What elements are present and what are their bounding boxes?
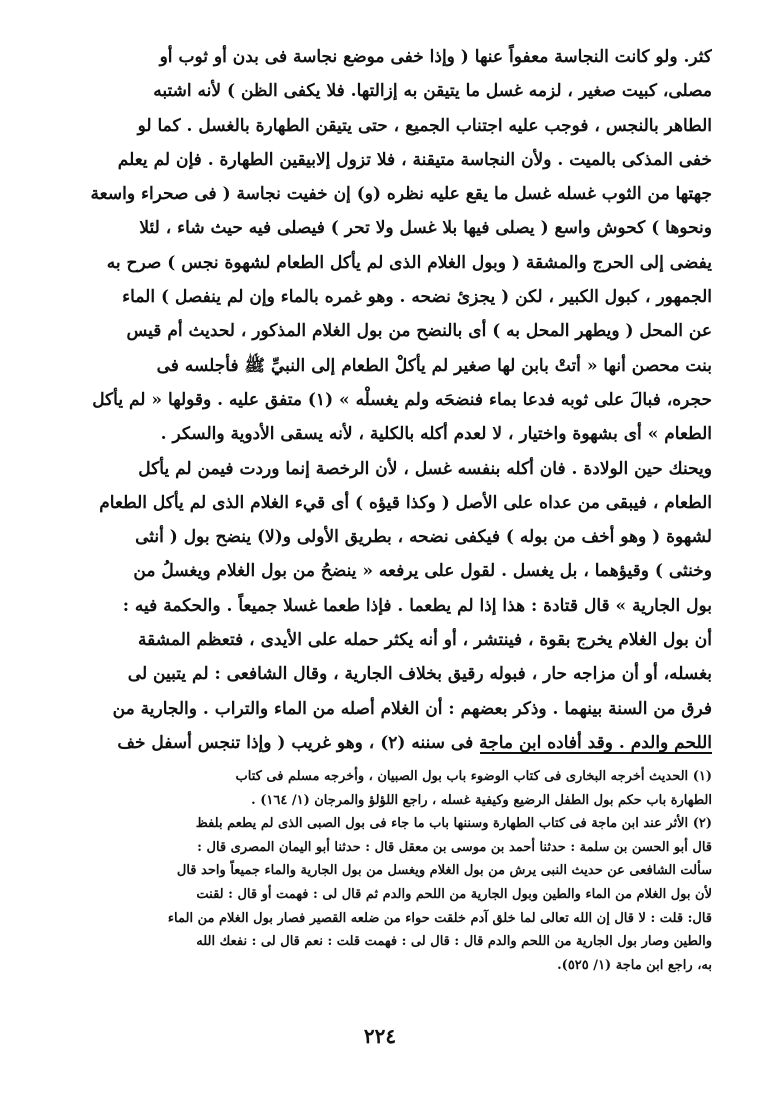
body-line: خفى المذكى بالميت . ولأن النجاسة متيقنة ، فلا تزول إلابيقين الطهارة . فإن لم يعلم	[117, 149, 712, 170]
footnote-line: لأن بول الغلام من الماء والطين وبول الجارية من اللحم والدم ثم قال لى : فهمت أو قال : لقنت	[196, 886, 712, 902]
main-body-text	[52, 40, 712, 760]
footnote-line: والطين وصار بول الجارية من اللحم والدم قال : قال لى : فهمت قلت : نعم قال لى : نفعك الله	[196, 934, 712, 950]
body-line: فرق من السنة بينهما . وذكر بعضهم : أن الغلام أصله من الماء والتراب . والجارية من	[112, 698, 712, 719]
body-line: كثر. ولو كانت النجاسة معفواً عنها ( وإذا خفى موضع نجاسة فى بدن أو ثوب أو	[159, 47, 712, 67]
body-line: عن المحل ( ويطهر المحل به ) أى بالنضح من بول الغلام المذكور ، لحديث أم قيس	[126, 321, 712, 342]
body-line: ونحوها ) كحوش واسع ( يصلى فيها بلا غسل ولا تحر ) فيصلى فيه حيث شاء ، لئلا	[139, 218, 712, 239]
body-line: وخنثى ) وقيؤهما ، بل يغسل . لقول على يرفعه « ينضحُ من بول الغلام ويغسلُ من	[133, 561, 712, 582]
footnote-separator	[480, 752, 712, 754]
body-line: مصلى، كبيت صغير ، لزمه غسل ما يتيقن به إزالتها. فلا يكفى الظن ) لأنه اشتبه	[153, 81, 712, 102]
footnote-line: به، راجع ابن ماجة (١/ ٥٢٥).	[557, 957, 712, 973]
footnote-line: (٢) الأثر عند ابن ماجة فى كتاب الطهارة وسننها باب ما جاء فى بول الصبى الذى لم يطعم بلفظ	[195, 816, 712, 832]
body-line: اللحم والدم . وقد أفاده ابن ماجة فى سننه (٢) ، وهو غريب ( وإذا تنجس أسفل خف	[117, 732, 712, 753]
body-line: بنت محصن أنها « أتتْ بابن لها صغير لم يأكلْ الطعام إلى النبيِّ ﷺ فأجلسه فى	[156, 355, 712, 376]
footnote-line: قال أبو الحسن بن سلمة : حدثنا أحمد بن موسى بن معقل قال : حدثنا أبو اليمان المصرى قال :	[197, 839, 712, 855]
body-line: بول الجارية » قال قتادة : هذا إذا لم يطعما . فإذا طعما غسلا جميعاً . والحكمة فيه :	[122, 595, 712, 616]
body-line: الطعام ، فيبقى من عداه على الأصل ( وكذا قيؤه ) أى قيء الغلام الذى لم يأكل الطعام	[99, 492, 712, 513]
body-line: الطعام » أى بشهوة واختيار ، لا لعدم أكله بالكلية ، لأنه يسقى الأدوية والسكر .	[160, 424, 712, 445]
page-number: ٢٢٤	[363, 1024, 397, 1048]
footnotes	[54, 765, 712, 977]
footnote-line: (١) الحديث أخرجه البخارى فى كتاب الوضوء باب بول الصبيان ، وأخرجه مسلم فى كتاب	[235, 769, 712, 784]
body-line: ويحنك حين الولادة . فان أكله بنفسه غسل ، لأن الرخصة إنما وردت فيمن لم يأكل	[138, 458, 712, 479]
body-line: الجمهور ، كبول الكبير ، لكن ( يجزئ نضحه . وهو غمره بالماء وإن لم ينفصل ) الماء	[122, 287, 712, 308]
body-line: حجره، فبالَ على ثوبه فدعا بماء فنضحَه ولم يغسلْه » (١) متفق عليه . وقولها « لم يأكل	[92, 389, 712, 410]
footnote-line: الطهارة باب حكم بول الطفل الرضيع وكيفية غسله ، راجع اللؤلؤ والمرجان (١/ ١٦٤) .	[251, 792, 712, 808]
body-line: أن بول الغلام يخرج بقوة ، فينتشر ، أو أنه يكثر حمله على الأيدى ، فتعظم المشقة	[138, 630, 712, 651]
footnote-line: سألت الشافعى عن حديث النبى يرش من بول الغلام ويغسل من بول الجارية والماء جميعاً واحد قال	[176, 863, 712, 879]
body-line: لشهوة ( وهو أخف من بوله ) فيكفى نضحه ، بطريق الأولى و(لا) ينضح بول ( أنثى	[135, 527, 712, 548]
body-line: يفضى إلى الحرج والمشقة ( وبول الغلام الذى لم يأكل الطعام لشهوة نجس ) صرح به	[106, 252, 712, 273]
body-line: الطاهر بالنجس ، فوجب عليه اجتناب الجميع ، حتى يتيقن الطهارة بالغسل . كما لو	[137, 115, 712, 136]
footnote-line: قال: قلت : لا قال إن الله تعالى لما خلق آدم خلقت حواء من ضلعه القصير فصار بول الغلام من الماء	[167, 910, 712, 926]
body-line: جهتها من الثوب غسله غسل ما يقع عليه نظره (و) إن خفيت نجاسة ( فى صحراء واسعة	[90, 184, 712, 205]
body-line: بغسله، أو أن مزاجه حار ، فبوله رقيق بخلاف الجارية ، وقال الشافعى : لم يتبين لى	[127, 664, 712, 685]
